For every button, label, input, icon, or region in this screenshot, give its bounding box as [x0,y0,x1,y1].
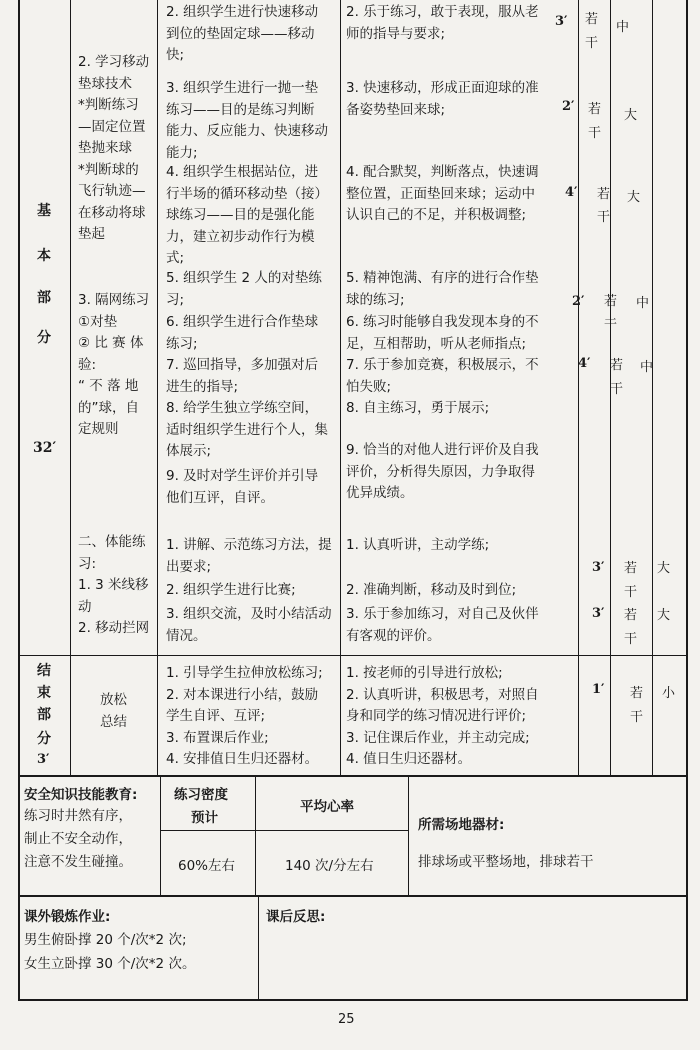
intensity-value: 中 [616,20,630,35]
fitness-teacher-2: 2. 组织学生进行比赛; [166,582,296,598]
safety-text: 练习时井然有序， 制止不安全动作， 注意不发生碰撞。 [24,808,132,870]
end-student: 1. 按老师的引导进行放松; 2. 认真听讲，积极思考，对照自 身和同学的练习情况进行评价; 3. 记住课后作业，并主动完成; 4. 值日生归还器材。 [346,665,539,767]
heart-rate-value: 140 次/分左右 [285,858,374,874]
teacher-item-8: 8. 给学生独立学练空间， 适时组织学生进行个人，集 体展示; [166,400,328,459]
teacher-item-5: 5. 组织学生 2 人的对垫练 习; [166,270,322,308]
end-intensity: 小 [662,686,676,701]
teacher-item-6: 6. 组织学生进行合作垫球 练习; [166,314,319,352]
end-section-time: 3′ [37,752,50,767]
heart-rate-title: 平均心率 [300,799,354,815]
fitness-student-3: 3. 乐于参加练习，对自己及伙伴 有客观的评价。 [346,606,539,644]
fitness-teacher-3: 3. 组织交流，及时小结活动 情况。 [166,606,332,644]
skill3-block: 3. 隔网练习 ①对垫 ② 比 赛 体 验: “ 不 落 地 的”球，自 定规则 [78,292,150,437]
end-content: 放松 总结 [100,692,127,730]
intensity-value: 大 [624,108,638,123]
intensity-value: 大 [657,561,671,576]
student-item-9: 9. 恰当的对他人进行评价及自我 评价，分析得失原因，力争取得 优异成绩。 [346,442,539,501]
duration-value: 2′ [562,99,575,114]
student-item-3: 3. 快速移动，形成正面迎球的准 备姿势垫回来球; [346,80,539,118]
duration-value: 4′ [565,185,578,200]
intensity-value: 中 [640,360,654,375]
safety-title: 安全知识技能教育: [24,787,138,803]
equipment-title: 所需场地器材: [418,817,505,833]
density-value: 60%左右 [178,858,236,874]
density-title-2: 预计 [191,810,218,826]
student-item-6: 6. 练习时能够自我发现本身的不 足，互相帮助，听从老师指点; [346,314,539,352]
reflection-title: 课后反思: [266,909,326,925]
duration-value: 4′ [578,356,591,371]
duration-value: 2′ [572,294,585,309]
basic-label-char: 部 [37,290,51,306]
density-title: 练习密度 [174,787,228,803]
end-teacher: 1. 引导学生拉伸放松练习; 2. 对本课进行小结，鼓励 学生自评、互评; 3. 布置课后作业; 4. 安排值日生归还器材。 [166,665,323,767]
teacher-item-2: 2. 组织学生进行快速移动 到位的垫固定球——移动 快; [166,4,319,63]
teacher-item-4: 4. 组织学生根据站位，进 行半场的循环移动垫（接） 球练习——目的是强化能 力，建立初步动作行为模 式; [166,164,328,266]
basic-label-char: 分 [37,330,51,346]
intensity-value: 中 [636,296,650,311]
fitness-teacher-1: 1. 讲解、示范练习方法，提 出要求; [166,537,332,575]
homework-title: 课外锻炼作业: [24,909,111,925]
fitness-student-2: 2. 准确判断，移动及时到位; [346,582,517,598]
student-item-8: 8. 自主练习，勇于展示; [346,400,490,416]
homework-text: 男生俯卧撑 20 个/次*2 次; 女生立卧撑 30 个/次*2 次。 [24,932,196,972]
intensity-value: 大 [627,190,641,205]
duration-value: 3′ [592,606,605,621]
teacher-item-7: 7. 巡回指导，多加强对后 进生的指导; [166,357,319,395]
equipment-value: 排球场或平整场地，排球若干 [418,854,594,870]
basic-label-char: 本 [37,248,51,264]
basic-section-time: 32′ [33,440,57,456]
student-item-7: 7. 乐于参加竞赛，积极展示，不 怕失败; [346,357,539,395]
student-item-5: 5. 精神饱满、有序的进行合作垫 球的练习; [346,270,539,308]
page-number: 25 [338,1012,355,1027]
skill2-block: 2. 学习移动 垫球技术 *判断练习 —固定位置 垫抛来球 *判断球的 飞行轨迹— 在移动将球 垫起 [78,54,150,242]
intensity-value: 大 [657,608,671,623]
fitness-block: 二、体能练 习: 1. 3 米线移 动 2. 移动拦网 [78,534,150,636]
student-item-2: 2. 乐于练习，敢于表现，服从老 师的指导与要求; [346,4,539,42]
fitness-student-1: 1. 认真听讲，主动学练; [346,537,490,553]
teacher-item-9: 9. 及时对学生评价并引导 他们互评，自评。 [166,468,319,506]
duration-value: 3′ [555,14,568,29]
student-item-4: 4. 配合默契，判断落点，快速调 整位置，正面垫回来球；运动中 认识自己的不足，并积极调整; [346,164,539,223]
duration-value: 3′ [592,560,605,575]
teacher-item-3: 3. 组织学生进行一抛一垫 练习——目的是练习判断 能力、反应能力、快速移动 能力; [166,80,328,161]
end-duration: 1′ [592,682,605,697]
basic-label-char: 基 [37,203,51,219]
